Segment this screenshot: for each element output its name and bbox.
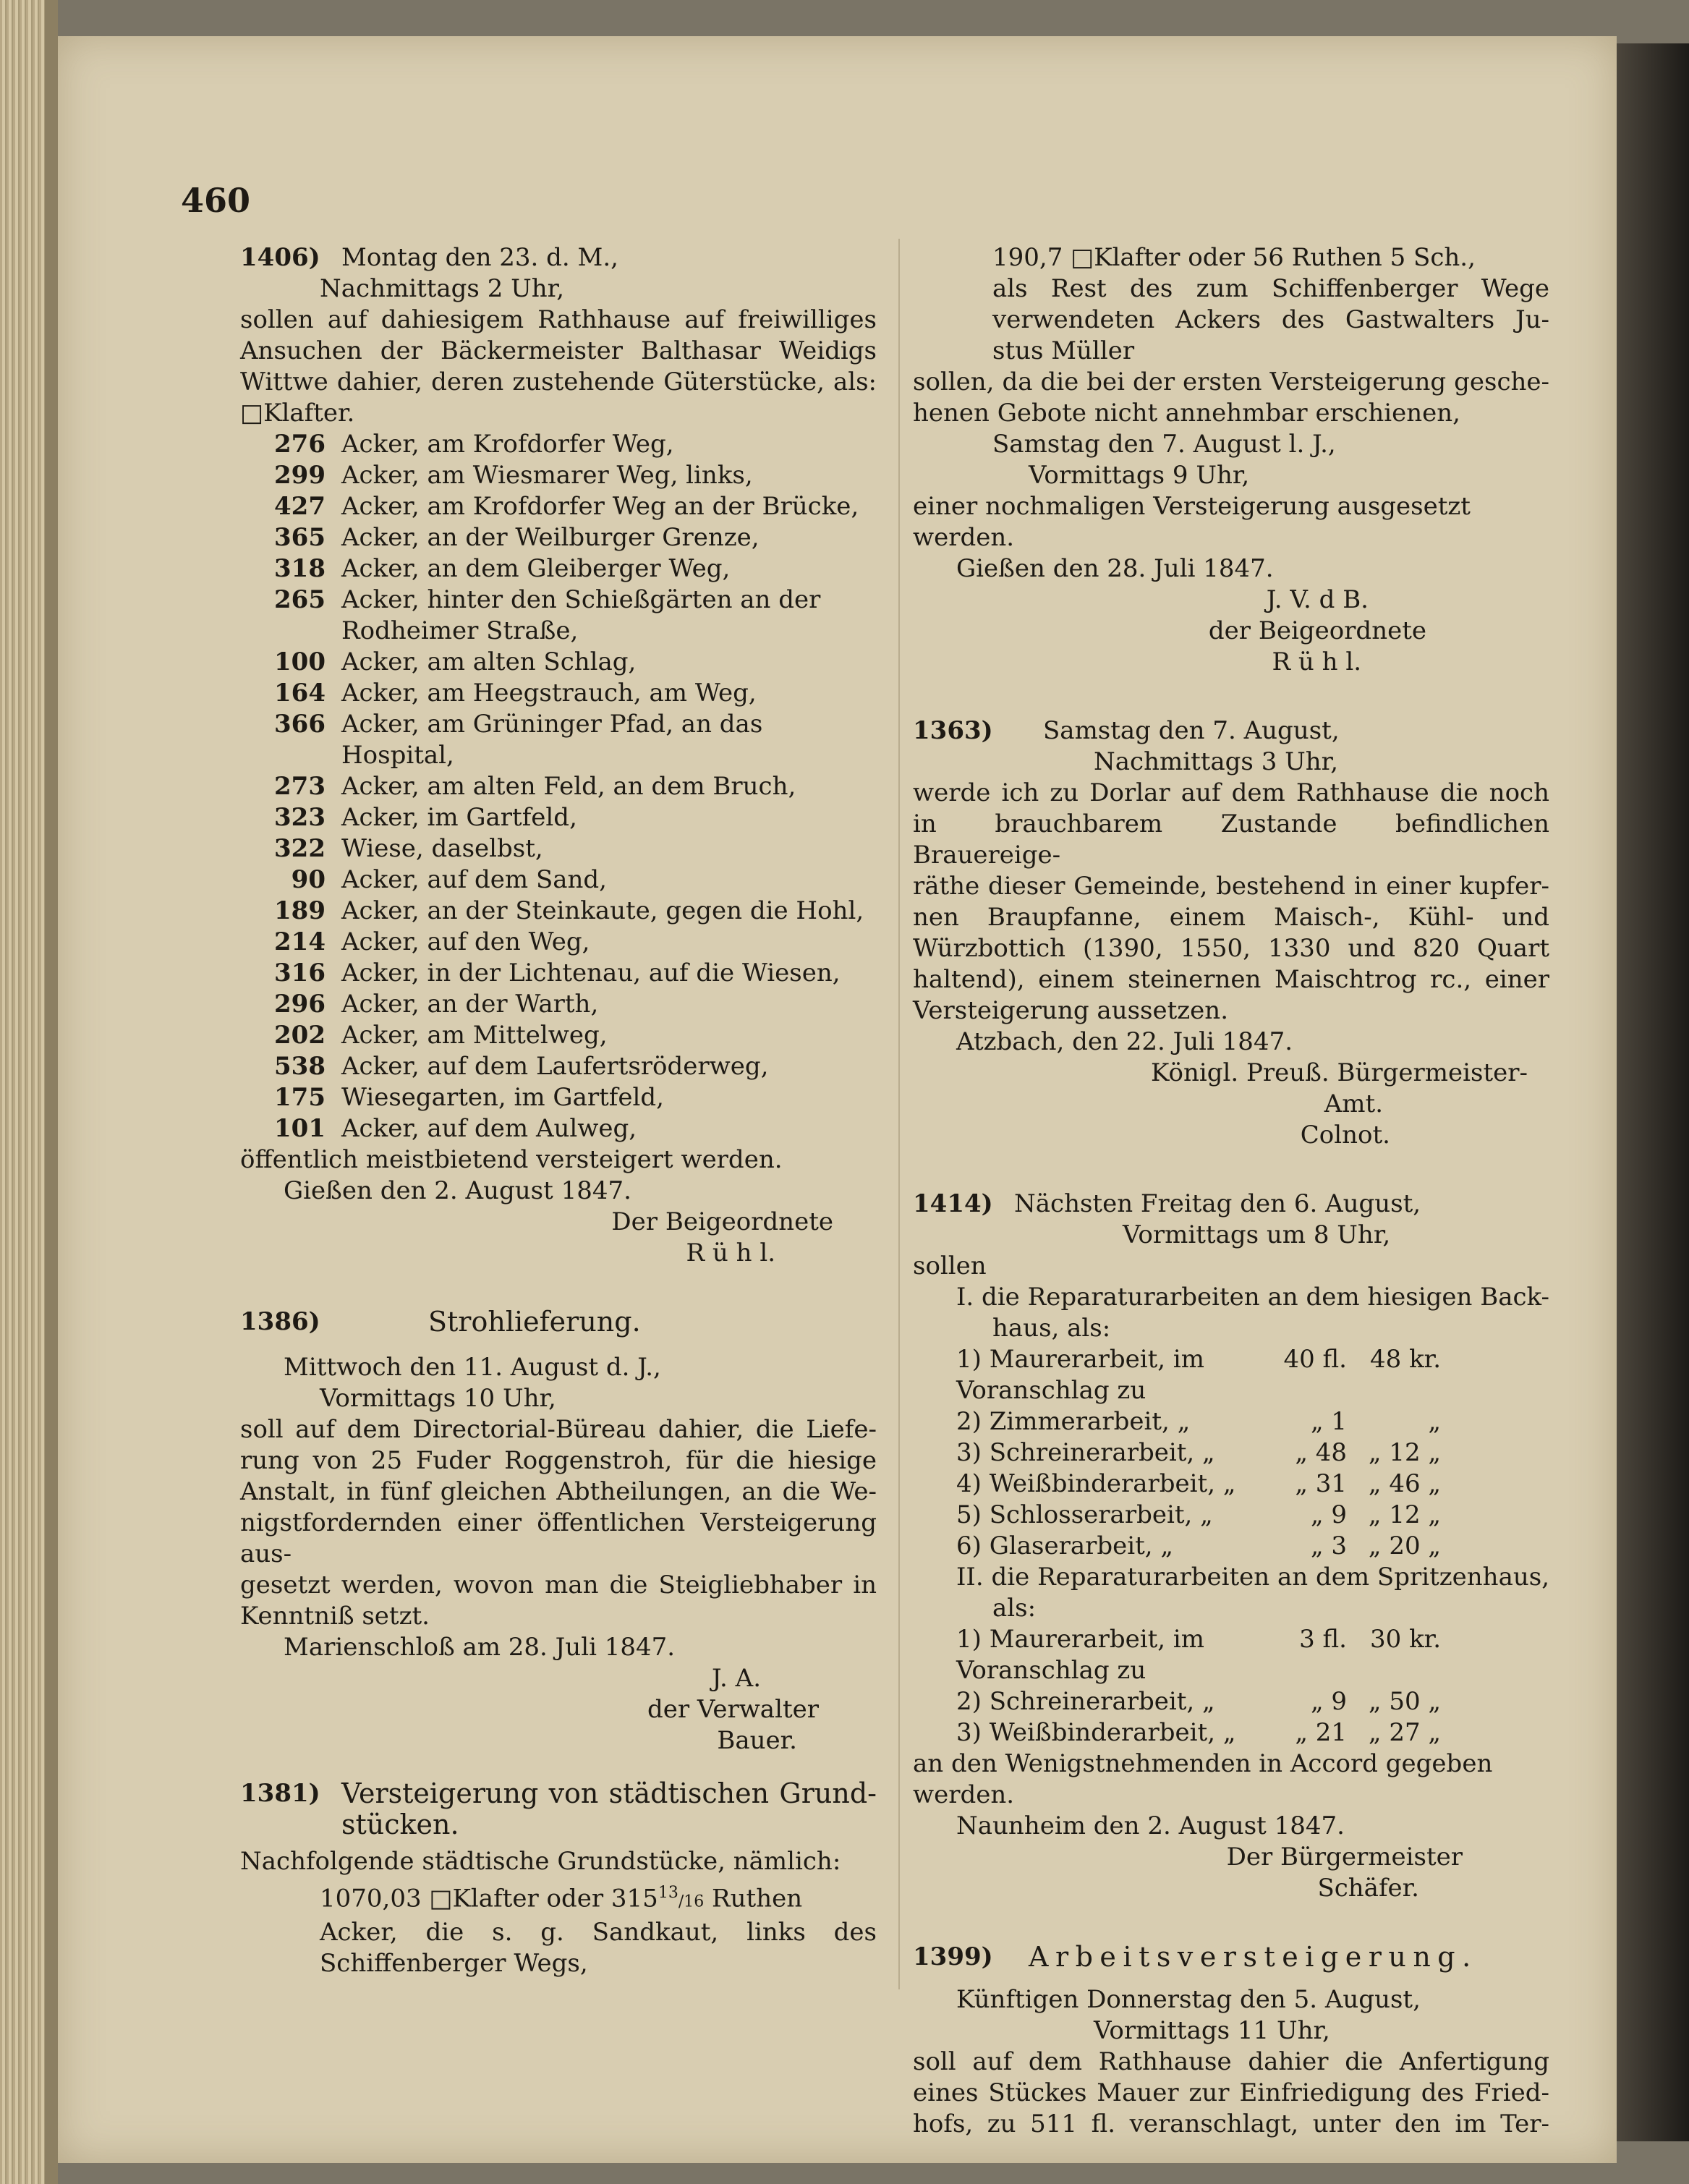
notice-time: Vormittags um 8 Uhr, <box>1123 1220 1391 1249</box>
notice-date: Samstag den 7. August, <box>1043 716 1340 745</box>
parcel-line: als Rest des zum Schiffenberger Wege <box>992 274 1549 303</box>
signature-title: Königl. Preuß. Bürgermeister- <box>1151 1058 1528 1087</box>
signature-initials: J. V. d B. <box>1266 585 1369 614</box>
body-line: haltend), einem steinernen Maischtrog rc., einer <box>913 965 1549 994</box>
signature-name: R ü h l. <box>1272 647 1361 676</box>
body-line: sollen auf dahiesigem Rathhause auf freiwilliges <box>240 305 877 334</box>
plot-item: 164 Acker, am Heegstrauch, am Weg, <box>274 679 757 708</box>
body-line: Ansuchen der Bäckermeister Balthasar Weidigs <box>240 336 877 365</box>
notice-title-cont: stücken. <box>341 1809 459 1840</box>
notice-number: 1386) <box>240 1307 320 1336</box>
body-line: sollen, da die bei der ersten Versteigerung gesche- <box>913 367 1549 396</box>
plot-item: 323 Acker, im Gartfeld, <box>274 803 577 832</box>
notice-1406 <box>240 242 877 1269</box>
place-date: Marienschloß am 28. Juli 1847. <box>284 1633 676 1662</box>
notice-time: Nachmittags 3 Uhr, <box>1094 747 1339 776</box>
notice-1414 <box>913 1189 1549 1904</box>
signature-name: Bauer. <box>717 1726 797 1755</box>
body-line: werde ich zu Dorlar auf dem Rathhause die noch <box>913 778 1549 807</box>
plot-item: 366 Acker, am Grüninger Pfad, an das Hospital, <box>274 710 763 770</box>
closing-line: öffentlich meistbietend versteigert werden. <box>240 1145 783 1174</box>
plot-item: 538 Acker, auf dem Laufertsröderweg, <box>274 1052 769 1081</box>
notice-date: Künftigen Donnerstag den 5. August, <box>956 1985 1421 2014</box>
body-line: eines Stückes Mauer zur Einfriedigung des Fried- <box>913 2078 1549 2107</box>
section-heading-cont: haus, als: <box>992 1314 1111 1343</box>
plot-item: 276 Acker, am Krofdorfer Weg, <box>274 430 674 459</box>
plot-item: 365 Acker, an der Weilburger Grenze, <box>274 523 760 552</box>
signature-name: R ü h l. <box>686 1238 775 1267</box>
parcel-line: Schiffenberger Wegs, <box>320 1949 588 1979</box>
notice-time: Vormittags 10 Uhr, <box>320 1384 556 1413</box>
notice-title: Strohlieferung. <box>428 1306 641 1338</box>
parcel-line: stus Müller <box>992 336 1135 365</box>
body-line: Würzbottich (1390, 1550, 1330 und 820 Quart <box>913 934 1549 963</box>
cost-row: 1) Maurerarbeit, im Voranschlag zu 40 fl. 48 kr. <box>956 1345 1441 1405</box>
signature-initials: J. A. <box>712 1664 761 1693</box>
plot-item: 175 Wiesegarten, im Gartfeld, <box>274 1083 664 1112</box>
notice-date: Mittwoch den 11. August d. J., <box>284 1353 661 1382</box>
cost-row: 3) Schreinerarbeit, „ „ 48 „ 12 „ <box>956 1438 1441 1467</box>
cost-row: 5) Schlosserarbeit, „ „ 9 „ 12 „ <box>956 1500 1441 1529</box>
notice-1381 <box>240 1778 877 1979</box>
plot-item: 316 Acker, in der Lichtenau, auf die Wiesen, <box>274 959 841 987</box>
notice-number: 1414) <box>913 1189 993 1218</box>
parcel-line: verwendeten Ackers des Gastwalters Ju- <box>992 305 1549 334</box>
closing-line: einer nochmaligen Versteigerung ausgesetzt werden. <box>913 492 1471 552</box>
signature-name: Colnot. <box>1300 1121 1390 1150</box>
parcel-line: Acker, die s. g. Sandkaut, links des <box>320 1918 877 1947</box>
plot-item: 299 Acker, am Wiesmarer Weg, links, <box>274 461 753 490</box>
body-line: soll auf dem Rathhause dahier die Anfertigung <box>913 2047 1549 2076</box>
body-line: rung von 25 Fuder Roggenstroh, für die hiesige <box>240 1446 877 1475</box>
body-line: nen Braupfanne, einem Maisch-, Kühl- und <box>913 903 1549 932</box>
plot-item: 273 Acker, am alten Feld, an dem Bruch, <box>274 772 796 801</box>
plot-item: 90 Acker, auf dem Sand, <box>291 865 607 894</box>
notice-time: Vormittags 11 Uhr, <box>1094 2016 1330 2045</box>
unit-label: □Klafter. <box>240 399 355 428</box>
body-line: sollen <box>913 1252 987 1280</box>
notice-time: Vormittags 9 Uhr, <box>1029 461 1250 490</box>
plot-item: 427 Acker, am Krofdorfer Weg an der Brücke, <box>274 492 859 521</box>
notice-title: Versteigerung von städtischen Grund- <box>341 1777 877 1809</box>
notice-date: Montag den 23. d. M., <box>341 243 618 272</box>
section-heading-cont: als: <box>992 1594 1037 1623</box>
plot-item: 296 Acker, an der Warth, <box>274 990 599 1019</box>
notice-1399 <box>913 1942 1549 2140</box>
signature-title: Der Bürgermeister <box>1226 1843 1463 1871</box>
notice-1381-continued <box>913 242 1549 678</box>
notice-number: 1381) <box>240 1779 320 1808</box>
parcel-line: 1070,03 □Klafter oder $315^{13}/16$ Ruthen <box>320 1884 803 1913</box>
signature-title: der Beigeordnete <box>1208 616 1426 645</box>
body-line: hofs, zu 511 fl. veranschlagt, unter den im Ter- <box>913 2109 1549 2138</box>
notice-number: 1399) <box>913 1942 993 1971</box>
plot-item: 318 Acker, an dem Gleiberger Weg, <box>274 554 731 583</box>
body-line: Anstalt, in fünf gleichen Abtheilungen, an die We- <box>240 1477 877 1506</box>
cost-row: 6) Glaserarbeit, „ „ 3 „ 20 „ <box>956 1531 1441 1560</box>
cost-table <box>913 1624 1549 1749</box>
body-line: in brauchbarem Zustande befindlichen Brauereige- <box>913 810 1549 870</box>
book-page-edges-left <box>0 0 58 2184</box>
body-line: Kenntniß setzt. <box>240 1602 430 1631</box>
signature-title: Der Beigeordnete <box>611 1207 833 1236</box>
section-heading: II. die Reparaturarbeiten an dem Spritzenhaus, <box>956 1563 1549 1592</box>
cost-row: 4) Weißbinderarbeit, „ „ 31 „ 46 „ <box>956 1469 1441 1498</box>
column-separator <box>898 239 900 1989</box>
plot-item: 189 Acker, an der Steinkaute, gegen die Hohl, <box>274 896 864 925</box>
notice-number: 1406) <box>240 243 320 272</box>
signature-title-cont: Amt. <box>1324 1089 1383 1118</box>
plot-item: 214 Acker, auf den Weg, <box>274 927 590 956</box>
notice-title: Arbeitsversteigerung. <box>1029 1941 1478 1973</box>
closing-line: an den Wenigstnehmenden in Accord gegeben werden. <box>913 1749 1493 1809</box>
place-date: Gießen den 28. Juli 1847. <box>956 554 1274 583</box>
place-date: Atzbach, den 22. Juli 1847. <box>956 1027 1293 1056</box>
cost-row: 2) Schreinerarbeit, „ „ 9 „ 50 „ <box>956 1687 1441 1716</box>
signature-title: der Verwalter <box>647 1695 819 1724</box>
signature-name: Schäfer. <box>1317 1874 1419 1903</box>
plot-item: 265 Acker, hinter den Schießgärten an der Rodheimer Straße, <box>274 585 821 645</box>
place-date: Naunheim den 2. August 1847. <box>956 1811 1345 1840</box>
right-column <box>913 242 1549 2140</box>
cost-row: 3) Weißbinderarbeit, „ „ 21 „ 27 „ <box>956 1718 1441 1747</box>
section-heading: I. die Reparaturarbeiten an dem hiesigen Back- <box>956 1283 1549 1312</box>
body-line: Wittwe dahier, deren zustehende Güterstücke, als: <box>240 367 877 396</box>
body-line: henen Gebote nicht annehmbar erschienen, <box>913 399 1460 428</box>
cost-row: 2) Zimmerarbeit, „ „ 1 „ <box>956 1407 1441 1436</box>
notice-number: 1363) <box>913 716 993 745</box>
notice-time: Nachmittags 2 Uhr, <box>320 274 565 303</box>
notice-date: Samstag den 7. August l. J., <box>992 430 1336 459</box>
body-line: Nachfolgende städtische Grundstücke, nämlich: <box>240 1847 841 1876</box>
body-line: räthe dieser Gemeinde, bestehend in einer kupfer- <box>913 872 1549 901</box>
notice-1386 <box>240 1306 877 1756</box>
page-number: 460 <box>181 181 251 220</box>
plot-item: 202 Acker, am Mittelweg, <box>274 1021 608 1050</box>
left-column <box>240 242 877 1979</box>
notice-date: Nächsten Freitag den 6. August, <box>1014 1189 1421 1218</box>
facing-page-edge <box>1617 43 1689 2141</box>
plot-item: 322 Wiese, daselbst, <box>274 834 543 863</box>
notice-1363 <box>913 715 1549 1151</box>
cost-row: 1) Maurerarbeit, im Voranschlag zu 3 fl. 30 kr. <box>956 1625 1441 1685</box>
body-line: gesetzt werden, wovon man die Steigliebhaber in <box>240 1571 877 1599</box>
plot-list <box>240 429 877 1144</box>
plot-item: 101 Acker, auf dem Aulweg, <box>274 1114 637 1143</box>
parcel-line: 190,7 □Klafter oder 56 Ruthen 5 Sch., <box>992 243 1476 272</box>
body-line: nigstfordernden einer öffentlichen Versteigerung aus- <box>240 1508 877 1568</box>
plot-item: 100 Acker, am alten Schlag, <box>274 647 637 676</box>
body-line: soll auf dem Directorial-Büreau dahier, die Liefe- <box>240 1415 877 1444</box>
body-line: Versteigerung aussetzen. <box>913 996 1229 1025</box>
cost-table <box>913 1344 1549 1562</box>
place-date: Gießen den 2. August 1847. <box>284 1176 631 1205</box>
